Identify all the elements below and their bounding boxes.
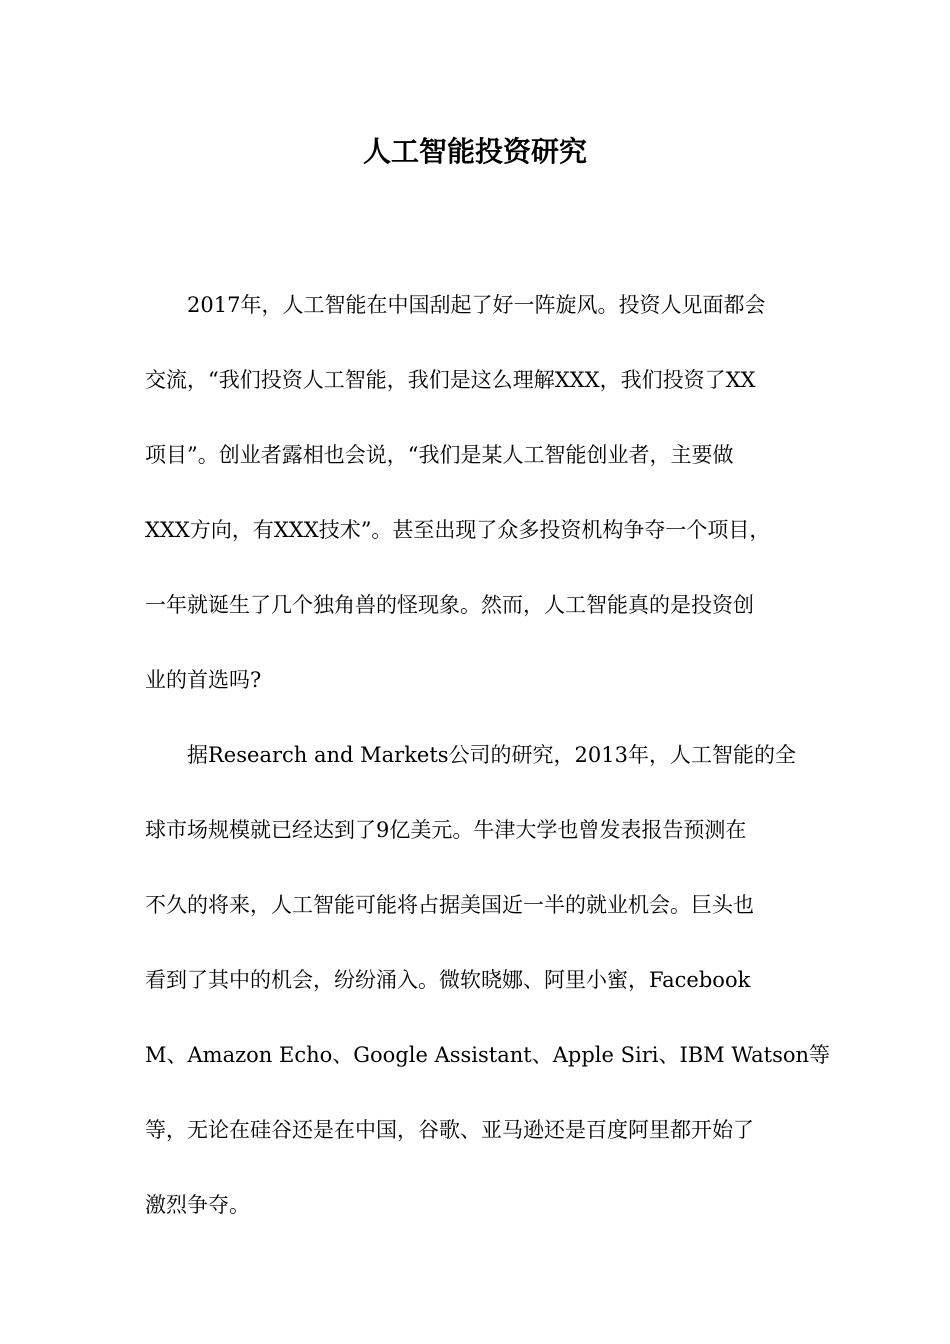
text-line: XXX方向，有XXX技术”。甚至出现了众多投资机构争夺一个项目， bbox=[145, 518, 771, 542]
text-line: 球市场规模就已经达到了9亿美元。牛津大学也曾发表报告预测在 bbox=[145, 818, 747, 842]
text-line: 业的首选吗? bbox=[145, 668, 262, 692]
paragraph-1 bbox=[145, 268, 807, 718]
text-line: 等，无论在硅谷还是在中国，谷歌、亚马逊还是百度阿里都开始了 bbox=[145, 1118, 754, 1142]
document-body bbox=[145, 268, 831, 1243]
text-line: 激烈争夺。 bbox=[145, 1193, 250, 1217]
paragraph-2 bbox=[145, 718, 831, 1243]
text-line: 一年就诞生了几个独角兽的怪现象。然而，人工智能真的是投资创 bbox=[145, 593, 754, 617]
document-title: 人工智能投资研究 bbox=[362, 135, 587, 168]
text-line: 交流，“我们投资人工智能，我们是这么理解XXX，我们投资了XX bbox=[145, 368, 756, 392]
text-line: 不久的将来，人工智能可能将占据美国近一半的就业机会。巨头也 bbox=[145, 893, 754, 917]
text-line: 据Research and Markets公司的研究，2013年，人工智能的全 bbox=[187, 743, 796, 767]
text-line: 项目”。创业者露相也会说，“我们是某人工智能创业者，主要做 bbox=[145, 443, 734, 467]
text-line: 看到了其中的机会，纷纷涌入。微软晓娜、阿里小蜜，Facebook bbox=[145, 968, 751, 992]
text-line: 2017年，人工智能在中国刮起了好一阵旋风。投资人见面都会 bbox=[187, 293, 766, 317]
text-line: M、Amazon Echo、Google Assistant、Apple Siri、IBM Watson等 bbox=[145, 1043, 831, 1067]
